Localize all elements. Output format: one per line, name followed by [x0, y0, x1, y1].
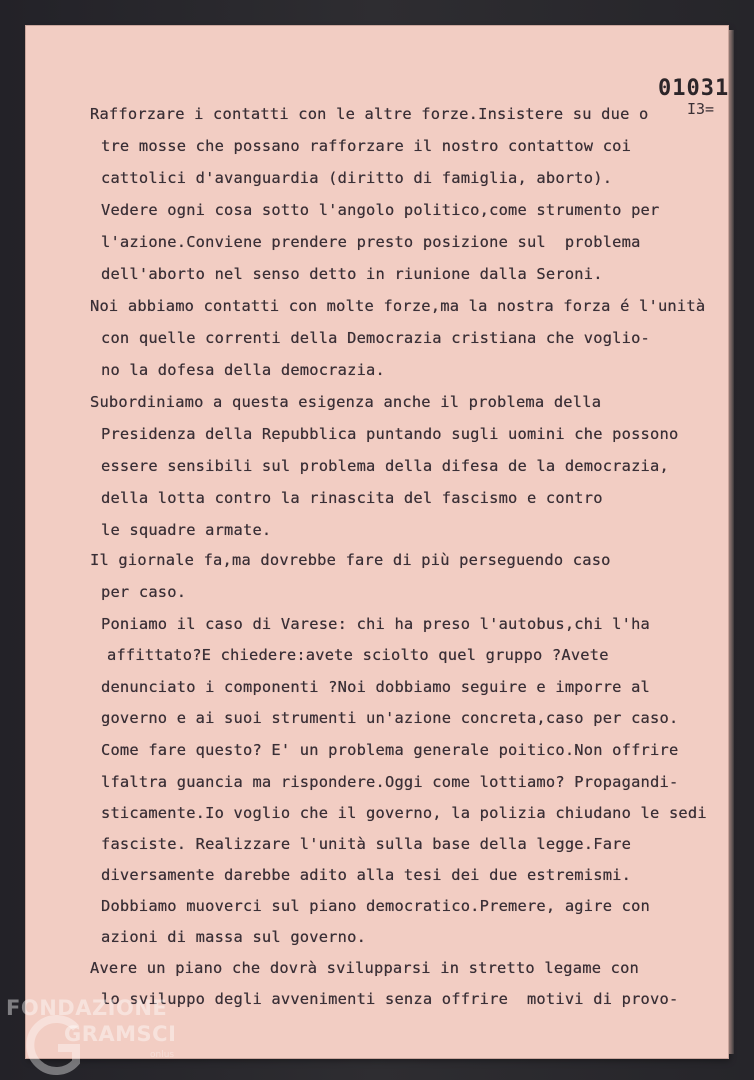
- text-line: governo e ai suoi strumenti un'azione concreta,caso per caso.: [101, 709, 679, 727]
- text-line: Rafforzare i contatti con le altre forze.Insistere su due o: [90, 105, 649, 123]
- watermark-sub: onlus: [150, 1050, 175, 1060]
- text-line: Noi abbiamo contatti con molte forze,ma la nostra forza é l'unità: [90, 297, 706, 315]
- text-line: Dobbiamo muoverci sul piano democratico.Premere, agire con: [101, 897, 651, 915]
- document-subnumber: I3=: [687, 100, 715, 118]
- text-line: le squadre armate.: [101, 521, 272, 539]
- text-line: con quelle correnti della Democrazia cristiana che voglio-: [101, 329, 651, 347]
- text-line: tre mosse che possano rafforzare il nostro contattow coi: [101, 137, 632, 155]
- typewritten-page: [26, 26, 728, 1058]
- watermark-line1: FONDAZIONE: [6, 996, 168, 1020]
- text-line: lfaltra guancia ma rispondere.Oggi come lottiamo? Propagandi-: [101, 773, 679, 791]
- text-line: Poniamo il caso di Varese: chi ha preso l'autobus,chi l'ha: [101, 615, 651, 633]
- text-line: essere sensibili sul problema della difesa de la democrazia,: [101, 457, 669, 475]
- text-line: azioni di massa sul governo.: [101, 928, 367, 946]
- text-line: Subordiniamo a questa esigenza anche il problema della: [90, 393, 602, 411]
- text-line: Il giornale fa,ma dovrebbe fare di più perseguendo caso: [90, 551, 611, 569]
- text-line: sticamente.Io voglio che il governo, la polizia chiudano le sedi: [101, 804, 707, 822]
- document-number: 01031: [658, 76, 730, 101]
- text-line: Come fare questo? E' un problema generale poitico.Non offrire: [101, 741, 679, 759]
- watermark-line2: GRAMSCI: [64, 1022, 177, 1046]
- text-line: Avere un piano che dovrà svilupparsi in stretto legame con: [90, 959, 640, 977]
- text-line: per caso.: [101, 583, 187, 601]
- text-line: Vedere ogni cosa sotto l'angolo politico,come strumento per: [101, 201, 660, 219]
- text-line: denunciato i componenti ?Noi dobbiamo seguire e imporre al: [101, 678, 651, 696]
- text-line: affittato?E chiedere:avete sciolto quel gruppo ?Avete: [107, 646, 609, 664]
- text-line: lo sviluppo degli avvenimenti senza offrire motivi di provo-: [101, 990, 679, 1008]
- text-line: fasciste. Realizzare l'unità sulla base della legge.Fare: [101, 835, 632, 853]
- text-line: cattolici d'avanguardia (diritto di famiglia, aborto).: [101, 169, 613, 187]
- text-line: diversamente darebbe adito alla tesi dei due estremismi.: [101, 866, 632, 884]
- fondazione-gramsci-watermark: [6, 996, 206, 1076]
- text-line: dell'aborto nel senso detto in riunione dalla Seroni.: [101, 265, 603, 283]
- text-line: Presidenza della Repubblica puntando sugli uomini che possono: [101, 425, 679, 443]
- paper-edge: [728, 30, 734, 1054]
- text-line: l'azione.Conviene prendere presto posizione sul problema: [101, 233, 641, 251]
- text-line: no la dofesa della democrazia.: [101, 361, 385, 379]
- text-line: della lotta contro la rinascita del fascismo e contro: [101, 489, 603, 507]
